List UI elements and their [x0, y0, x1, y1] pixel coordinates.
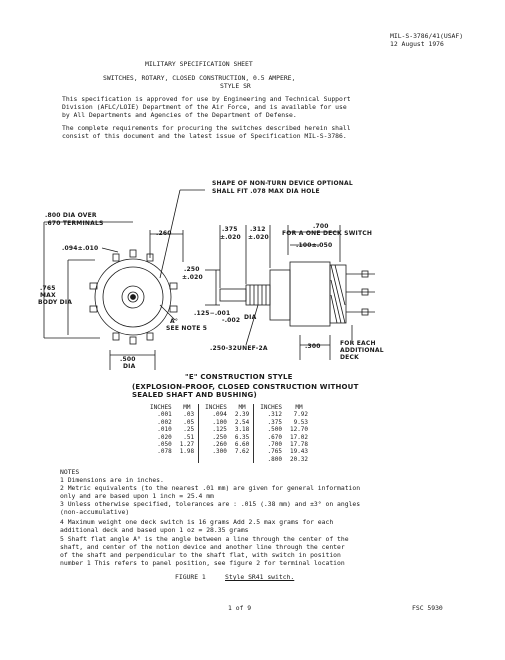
table-cell: .001: [157, 411, 172, 419]
note-4a: 4 Maximum weight one deck switch is 16 grams Add 2.5 max grams for each: [60, 518, 334, 526]
intro-line-2: Division (AFLC/LOIE) Department of the Air Force, and is available for use: [62, 103, 347, 111]
dim-125-tol: -.002: [222, 317, 241, 324]
construction-style-caption: "E" CONSTRUCTION STYLE: [185, 373, 293, 381]
note-5d: number 1 This refers to panel position, see figure 2 for terminal location: [60, 559, 345, 567]
table-cell: [231, 456, 254, 463]
thread-spec: .250-32UNEF-2A: [210, 345, 268, 352]
col-inches: INCHES: [260, 404, 282, 411]
dim-094: .094±.010: [62, 245, 99, 252]
each-deck-line-3: DECK: [340, 354, 359, 361]
table-row: [146, 441, 312, 448]
note-5c: of the shaft and perpendicular to the shaft flat, with switch in position: [60, 551, 341, 559]
table-cell: 17.02: [289, 433, 309, 441]
table-cell: .125: [212, 426, 227, 434]
table-cell: .078: [157, 448, 172, 456]
dim-765-max: MAX: [40, 292, 56, 299]
page-number: 1 of 9: [228, 604, 252, 612]
spec-sheet-subtitle: SWITCHES, ROTARY, CLOSED CONSTRUCTION, 0.5 AMPERE,: [103, 74, 296, 82]
table-cell: .375: [267, 418, 282, 426]
table-cell: .25: [183, 426, 195, 434]
table-cell: .100: [212, 418, 227, 426]
construction-style-desc-1: (EXPLOSION-PROOF, CLOSED CONSTRUCTION WITHOUT: [132, 383, 359, 391]
dim-375: .375: [222, 226, 238, 233]
table-cell: .050: [157, 441, 172, 449]
col-mm: MM: [183, 404, 191, 411]
each-deck-line-1: FOR EACH: [340, 340, 376, 347]
note-3b: (non-accumulative): [60, 508, 130, 516]
col-inches: INCHES: [205, 404, 227, 411]
note-2a: 2 Metric equivalents (to the nearest .01 mm) are given for general information: [60, 484, 361, 492]
table-cell: .260: [212, 441, 227, 449]
dim-312: .312: [250, 226, 266, 233]
see-note-5: SEE NOTE 5: [166, 325, 208, 332]
note-3a: 3 Unless otherwise specified, tolerances are : .015 (.38 mm) and ±3° on angles: [60, 500, 361, 508]
table-cell: 6.60: [234, 441, 250, 449]
dim-312-tol: ±.020: [248, 234, 269, 241]
figure-label: FIGURE 1: [175, 573, 206, 581]
table-cell: .765: [267, 448, 282, 456]
table-row: [146, 456, 312, 463]
table-row: [146, 419, 312, 426]
dim-125: .125−.001: [194, 310, 231, 317]
table-cell: 2.39: [234, 411, 250, 419]
table-header-row: [146, 404, 312, 411]
table-cell: .094: [212, 411, 227, 419]
dim-500: .500: [120, 356, 136, 363]
shape-note-line-1: SHAPE OF NON-TURN DEVICE OPTIONAL: [212, 180, 353, 187]
notes-heading: NOTES: [60, 468, 80, 476]
fsc-code: FSC 5930: [412, 604, 443, 612]
table-cell: .51: [183, 433, 195, 441]
table-cell: 1.98: [179, 448, 195, 456]
table-cell: .002: [157, 418, 172, 426]
dim-250: .250: [184, 266, 200, 273]
figure-name: Style SR41 switch.: [225, 573, 295, 581]
table-cell: .250: [212, 433, 227, 441]
col-mm: MM: [295, 404, 303, 411]
document-number: MIL-S-3786/41(USAF): [390, 32, 464, 40]
table-cell: 20.32: [289, 455, 309, 463]
dia-terminals: .670 TERMINALS: [45, 220, 104, 227]
col-inches: INCHES: [150, 404, 172, 411]
dim-700-note: FOR A ONE DECK SWITCH: [282, 230, 373, 237]
table-cell: 19.43: [289, 448, 309, 456]
dim-100: .100±.050: [296, 242, 333, 249]
dim-765-body: BODY DIA: [38, 299, 73, 306]
table-row: [146, 426, 312, 433]
note-5b: shaft, and center of the notion device and another line through the center: [60, 543, 345, 551]
table-cell: 6.35: [234, 433, 250, 441]
table-cell: .020: [157, 433, 172, 441]
table-cell: .05: [183, 418, 195, 426]
table-cell: .670: [267, 433, 282, 441]
document-date: 12 August 1976: [390, 40, 444, 48]
table-cell: 12.70: [289, 426, 309, 434]
construction-style-desc-2: SEALED SHAFT AND BUSHING): [132, 391, 257, 399]
note-4b: additional deck and based upon 1 oz = 28.35 grams: [60, 526, 249, 534]
each-deck-line-2: ADDITIONAL: [340, 347, 384, 354]
inch-mm-conversion-table: [146, 404, 312, 463]
table-cell: [146, 456, 176, 463]
table-cell: .010: [157, 426, 172, 434]
table-cell: .300: [212, 448, 227, 456]
spec-sheet-title: MILITARY SPECIFICATION SHEET: [145, 60, 253, 68]
table-cell: .312: [267, 411, 282, 419]
spec-sheet-style: STYLE SR: [220, 82, 251, 90]
table-cell: 7.62: [234, 448, 250, 456]
shape-note-line-2: SHALL FIT .078 MAX DIA HOLE: [212, 188, 320, 195]
intro-line-1: This specification is approved for use by Engineering and Technical Support: [62, 95, 351, 103]
note-2b: only and are based upon 1 inch = 25.4 mm: [60, 492, 214, 500]
dim-300: .300: [305, 343, 321, 350]
table-cell: .500: [267, 426, 282, 434]
switch-body-side: [290, 262, 330, 326]
dim-500-dia: DIA: [123, 363, 136, 370]
table-cell: .800: [267, 455, 282, 463]
table-row: [146, 448, 312, 455]
table-cell: 9.53: [293, 418, 309, 426]
intro-line-5: consist of this document and the latest issue of Specification MIL-S-3786.: [62, 132, 347, 140]
table-cell: 17.78: [289, 441, 309, 449]
table-row: [146, 411, 312, 418]
table-cell: 7.92: [293, 411, 309, 419]
angle-a-label: A°: [170, 318, 179, 325]
table-row: [146, 434, 312, 441]
shaft-center: [131, 295, 136, 300]
dim-375-tol: ±.020: [220, 234, 241, 241]
table-cell: [201, 456, 231, 463]
table-cell: .700: [267, 441, 282, 449]
note-1: 1 Dimensions are in inches.: [60, 476, 164, 484]
table-cell: 1.27: [179, 441, 195, 449]
table-cell: 3.18: [234, 426, 250, 434]
table-cell: 2.54: [234, 418, 250, 426]
shaft-side: [220, 289, 246, 301]
note-5a: 5 Shaft flat angle A° is the angle between a line through the center of the: [60, 535, 349, 543]
dim-700: .700: [313, 223, 329, 230]
dim-125-dia: DIA: [244, 314, 257, 321]
dim-260-top: .260: [156, 230, 172, 237]
col-mm: MM: [238, 404, 246, 411]
table-cell: .03: [183, 411, 195, 419]
dim-765: .765: [40, 285, 56, 292]
dim-250-tol: ±.020: [182, 274, 203, 281]
dia-over-terminals: .800 DIA OVER: [45, 212, 97, 219]
table-cell: [176, 456, 199, 463]
intro-line-4: The complete requirements for procuring the switches described herein shall: [62, 124, 351, 132]
intro-line-3: by All Departments and Agencies of the Department of Defense.: [62, 111, 297, 119]
